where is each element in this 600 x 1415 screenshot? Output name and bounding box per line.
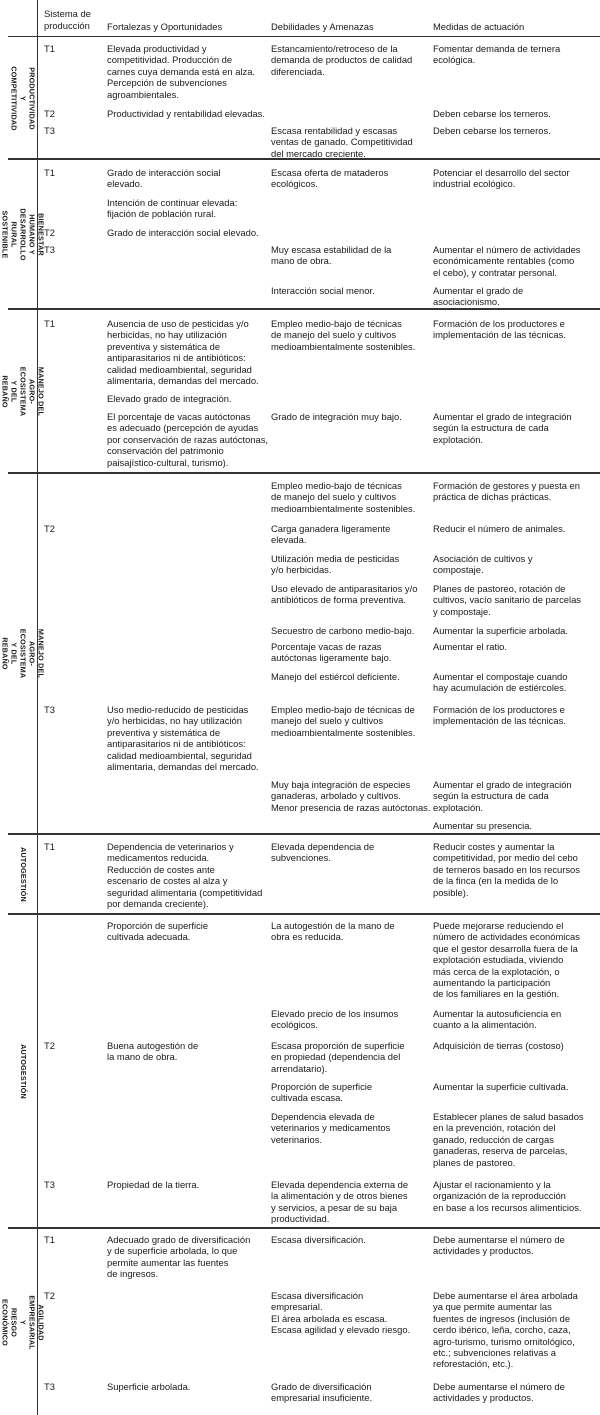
strength-cell: Elevada productividad y competitividad. Producción de carnes cuya demanda está en alza. Percepción de subvenciones agroambientales.: [107, 43, 256, 100]
strength-cell: Uso medio-reducido de pesticidas y/o herbicidas, no hay utilización preventiva y sistemática de antiparasitarios ni de antibióticos: calidad medioambiental, seguridad alimentaria, demandas del mercado.: [107, 704, 259, 773]
row-type-label: T2: [44, 1040, 55, 1051]
weakness-cell: Muy baja integración de especies ganaderas, arbolado y cultivos. Menor presencia de razas autóctonas.: [271, 779, 431, 813]
row-type-label: T3: [44, 125, 55, 136]
measure-cell: Puede mejorarse reduciendo el número de actividades económicas que el gestor desarrolla fuera de la explotación estudiada, viviendo más cerca de la explotación, o aumentando la participación de los familiares en la gestión.: [433, 920, 580, 1000]
weakness-cell: Carga ganadera ligeramente elevada.: [271, 523, 391, 546]
weakness-cell: Escasa proporción de superficie en propiedad (dependencia del arrendatario).: [271, 1040, 405, 1074]
weakness-cell: Escasa diversificación.: [271, 1234, 366, 1245]
weakness-cell: Escasa diversificación empresarial. El área arbolada es escasa. Escasa agilidad y elevado riesgo.: [271, 1290, 411, 1336]
weakness-cell: Uso elevado de antiparasitarios y/o antibióticos de forma preventiva.: [271, 583, 418, 606]
weakness-cell: Elevada dependencia externa de la alimentación y de otros bienes y servicios, a pesar de su baja productividad.: [271, 1179, 409, 1225]
section-label-autogestion-2: AUTOGESTIÓN: [18, 1043, 28, 1099]
section-divider: [8, 308, 600, 310]
measure-cell: Formación de los productores e implementación de las técnicas.: [433, 318, 566, 341]
measure-cell: Deben cebarse los terneros.: [433, 108, 551, 119]
measure-cell: Aumentar el grado de integración según la estructura de cada explotación.: [433, 779, 572, 813]
row-type-label: T1: [44, 1234, 55, 1245]
weakness-cell: Grado de diversificación empresarial insuficiente.: [271, 1381, 373, 1404]
weakness-cell: Escasa oferta de mataderos ecológicos.: [271, 167, 389, 190]
weakness-cell: Empleo medio-bajo de técnicas de manejo del suelo y cultivos medioambientalmente sostenibles.: [271, 318, 416, 352]
strength-cell: Superficie arbolada.: [107, 1381, 191, 1392]
measure-cell: Aumentar la superficie cultivada.: [433, 1081, 569, 1092]
table-header: [8, 0, 600, 37]
measure-cell: Debe aumentarse el área arbolada ya que permite aumentar las fuentes de ingresos (inclusión de cerdo ibérico, leña, corcho, caza, agro-turismo, turismo ornitológico, etc.; subvenciones relativas a reforestación, etc.).: [433, 1290, 578, 1370]
strength-cell: El porcentaje de vacas autóctonas es adecuado (percepción de ayudas por conservación de razas autóctonas, conservación del patrimonio paisajístico-cultural, turismo).: [107, 411, 269, 468]
measure-cell: Aumentar el compostaje cuando hay acumulación de estiércoles.: [433, 671, 568, 694]
measure-cell: Formación de los productores e implementación de las técnicas.: [433, 704, 566, 727]
weakness-cell: Secuestro de carbono medio-bajo.: [271, 625, 415, 636]
measure-cell: Formación de gestores y puesta en práctica de dichas prácticas.: [433, 480, 580, 503]
row-type-label: T3: [44, 1381, 55, 1392]
section-label-manejo-1: MANEJO DEL AGRO-ECOSISTEMA Y DEL REBAÑO: [0, 366, 46, 416]
weakness-cell: Grado de integración muy bajo.: [271, 411, 402, 422]
section-divider: [8, 1227, 600, 1229]
row-type-label: T3: [44, 704, 55, 715]
weakness-cell: Proporción de superficie cultivada escasa.: [271, 1081, 373, 1104]
measure-cell: Ajustar el racionamiento y la organización de la reproducción en base a los recursos alimenticios.: [433, 1179, 582, 1213]
measure-cell: Debe aumentarse el número de actividades y productos.: [433, 1234, 565, 1257]
measure-cell: Planes de pastoreo, rotación de cultivos, vacío sanitario de parcelas y compostaje.: [433, 583, 581, 617]
weakness-cell: Manejo del estiércol deficiente.: [271, 671, 400, 682]
weakness-cell: La autogestión de la mano de obra es reducida.: [271, 920, 395, 943]
section-label-autogestion-1: AUTOGESTIÓN: [18, 846, 28, 902]
section-label-agilidad: AGILIDAD EMPRESARIAL Y RIESGO ECONÓMICO: [0, 1294, 46, 1350]
row-type-label: T2: [44, 1290, 55, 1301]
measure-cell: Establecer planes de salud basados en la prevención, rotación del ganado, reducción de cargas ganaderas, reserva de parcelas, planes de pastoreo.: [433, 1111, 584, 1168]
weakness-cell: Muy escasa estabilidad de la mano de obra.: [271, 244, 392, 267]
measure-cell: Potenciar el desarrollo del sector industrial ecológico.: [433, 167, 570, 190]
measure-cell: Aumentar el grado de integración según la estructura de cada explotación.: [433, 411, 572, 445]
row-type-label: T1: [44, 318, 55, 329]
strength-cell: Elevado grado de integración.: [107, 393, 232, 404]
weakness-cell: Empleo medio-bajo de técnicas de manejo del suelo y cultivos medioambientalmente sostenibles.: [271, 480, 416, 514]
measure-cell: Fomentar demanda de ternera ecológica.: [433, 43, 561, 66]
measure-cell: Aumentar el ratio.: [433, 641, 507, 652]
strength-cell: Adecuado grado de diversificación y de superficie arbolada, lo que permite aumentar las fuentes de ingresos.: [107, 1234, 251, 1280]
header-strengths: Fortalezas y Oportunidades: [107, 21, 223, 32]
weakness-cell: Empleo medio-bajo de técnicas de manejo del suelo y cultivos medioambientalmente sostenibles.: [271, 704, 416, 738]
weakness-cell: Interacción social menor.: [271, 285, 375, 296]
weakness-cell: Porcentaje vacas de razas autóctonas ligeramente bajo.: [271, 641, 392, 664]
measure-cell: Aumentar el número de actividades económicamente rentables (como el cebo), y contratar personal.: [433, 244, 581, 278]
weakness-cell: Dependencia elevada de veterinarios y medicamentos veterinarios.: [271, 1111, 391, 1145]
section-label-productividad: PRODUCTIVIDAD Y COMPETITIVIDAD: [9, 65, 37, 131]
row-type-label: T2: [44, 523, 55, 534]
header-weaknesses: Debilidades y Amenazas: [271, 21, 374, 32]
strength-cell: Grado de interacción social elevado.: [107, 227, 259, 238]
strength-cell: Intención de continuar elevada: fijación de población rural.: [107, 197, 238, 220]
header-measures: Medidas de actuación: [433, 21, 525, 32]
strength-cell: Dependencia de veterinarios y medicamentos reducida. Reducción de costes ante escenario de costes al alza y seguridad alimentaria (competitividad por demanda creciente).: [107, 841, 263, 910]
measure-cell: Aumentar su presencia.: [433, 820, 533, 831]
measure-cell: Asociación de cultivos y compostaje.: [433, 553, 533, 576]
measure-cell: Reducir el número de animales.: [433, 523, 566, 534]
row-type-label: T1: [44, 43, 55, 54]
measure-cell: Debe aumentarse el número de actividades y productos.: [433, 1381, 565, 1404]
row-type-label: T1: [44, 167, 55, 178]
section-divider: [8, 833, 600, 835]
row-type-label: T2: [44, 108, 55, 119]
measure-cell: Reducir costes y aumentar la competitividad, por medio del cebo de terneros basado en los recursos de la finca (en la medida de lo posible).: [433, 841, 580, 898]
measure-cell: Aumentar la superficie arbolada.: [433, 625, 568, 636]
header-production-system: Sistema de producción: [44, 8, 91, 31]
section-label-bienestar: BIENESTAR HUMANO Y DESARROLLO RURAL SOSTENIBLE: [0, 207, 46, 261]
weakness-cell: Elevado precio de los insumos ecológicos.: [271, 1008, 399, 1031]
section-label-manejo-2: MANEJO DEL AGRO-ECOSISTEMA Y DEL REBAÑO: [0, 628, 46, 678]
row-type-label: T2: [44, 227, 55, 238]
row-type-label: T3: [44, 1179, 55, 1190]
strength-cell: Propiedad de la tierra.: [107, 1179, 200, 1190]
measure-cell: Aumentar el grado de asociacionismo.: [433, 285, 524, 308]
weakness-cell: Estancamiento/retroceso de la demanda de productos de calidad diferenciada.: [271, 43, 413, 77]
strength-cell: Ausencia de uso de pesticidas y/o herbicidas, no hay utilización preventiva y sistemática de antiparasitarios ni de antibióticos: calidad medioambiental, seguridad alimentaria, demandas del mercado.: [107, 318, 259, 387]
measure-cell: Deben cebarse los terneros.: [433, 125, 551, 136]
measure-cell: Aumentar la autosuficiencia en cuanto a la alimentación.: [433, 1008, 562, 1031]
section-divider: [8, 913, 600, 915]
strength-cell: Buena autogestión de la mano de obra.: [107, 1040, 199, 1063]
measure-cell: Adquisición de tierras (costoso): [433, 1040, 564, 1051]
weakness-cell: Elevada dependencia de subvenciones.: [271, 841, 375, 864]
section-divider: [8, 472, 600, 474]
weakness-cell: Escasa rentabilidad y escasas ventas de ganado. Competitividad del mercado creciente.: [271, 125, 413, 159]
strength-cell: Grado de interacción social elevado.: [107, 167, 221, 190]
weakness-cell: Utilización media de pesticidas y/o herbicidas.: [271, 553, 400, 576]
strength-cell: Proporción de superficie cultivada adecuada.: [107, 920, 209, 943]
row-type-label: T3: [44, 244, 55, 255]
row-type-label: T1: [44, 841, 55, 852]
strength-cell: Productividad y rentabilidad elevadas.: [107, 108, 265, 119]
